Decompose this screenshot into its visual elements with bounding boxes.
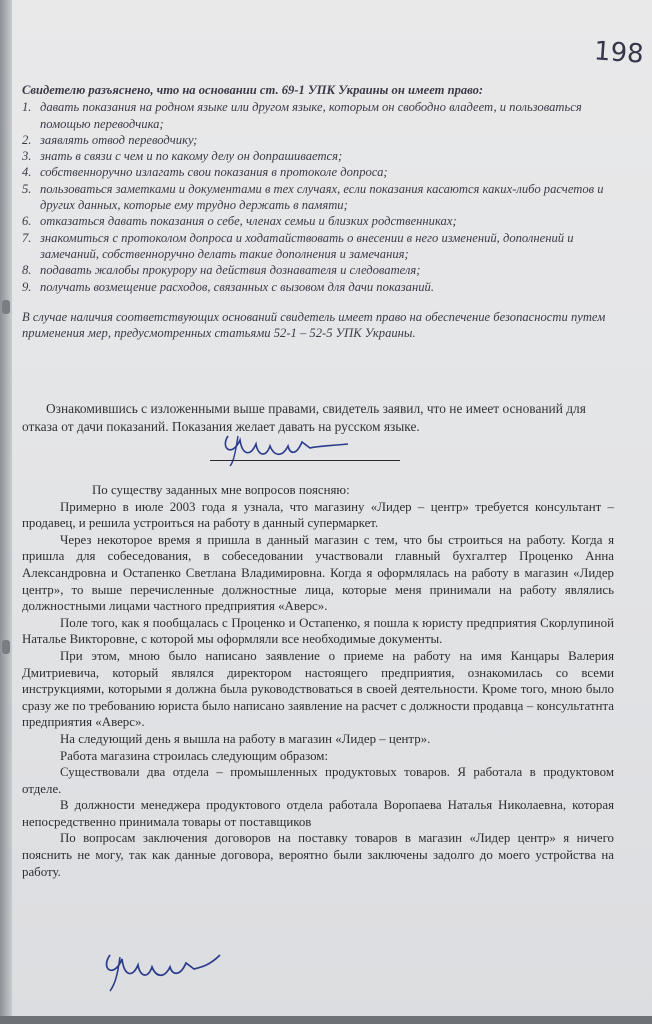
witness-signature-1 — [210, 428, 360, 468]
rights-item: 5. пользоваться заметками и документами в тех случаях, если показания касаются каких-либо расчетов и других данных, которые ему трудно держать в памяти; — [22, 181, 604, 213]
rights-title: Свидетелю разъяснено, что на основании ст. 69-1 УПК Украины он имеет право: — [22, 83, 484, 97]
rights-item: 6. отказаться давать показания о себе, членах семьи и близких родственниках; — [22, 214, 457, 229]
testimony-paragraph: При этом, мною было написано заявление о приеме на работу на имя Канцары Валерия Дмитриевича, который являлся директором настоящего предприятия, ознакомилась со всеми инструкциями, которыми я должна была руководствоваться в своей деятельности. Кроме того, мною было сразу же по требованию юриста было написано заявление на расчет с должности продавца – консультатнта предприятия «Аверс». — [22, 648, 614, 730]
scan-bottom-edge — [0, 1016, 652, 1024]
testimony-paragraph: Через некоторое время я пришла в данный магазин с тем, что бы строиться на работу. Когда я пришла для собеседования, в собеседовании участвовали главный бухгалтер Проценко Анна Александровна и Остапенко Светлана Владимировна. Когда я оформлялась на работу в магазин «Лидер центр», то выше перечисленные должностные лица, которые меня принимали на работу являлись должностными лицами частного предприятия «Аверс». — [22, 532, 614, 614]
testimony-paragraph: На следующий день я вышла на работу в магазин «Лидер – центр». — [60, 731, 431, 746]
testimony-paragraph: Поле того, как я пообщалась с Проценко и Остапенко, я пошла к юристу предприятия Скорлупиной Наталье Викторовне, с которой мы оформляли все необходимые документы. — [22, 615, 614, 647]
testimony-paragraph: Примерно в июле 2003 года я узнала, что магазину «Лидер – центр» требуется консультант – продавец, и решила устроиться на работу в данный супермаркет. — [22, 499, 614, 531]
rights-item: 4. собственноручно излагать свои показания в протоколе допроса; — [22, 165, 388, 180]
testimony-paragraph: По вопросам заключения договоров на поставку товаров в магазин «Лидер центр» я ничего пояснить не могу, так как данные договора, вероятно были заключены задолго до моего устройства на работу. — [22, 831, 614, 879]
rights-item: 8. подавать жалобы прокурору на действия дознавателя и следователя; — [22, 263, 421, 278]
signature-line — [210, 460, 400, 461]
testimony-paragraph: Существовали два отдела – промышленных продуктовых товаров. Я работала в продуктовом отделе. — [22, 765, 614, 796]
witness-signature-2 — [96, 945, 226, 993]
rights-item: 1. давать показания на родном языке или другом языке, которым он свободно владеет, и пользоваться помощью переводчика; — [22, 100, 582, 131]
rights-item: 2. заявлять отвод переводчику; — [22, 132, 198, 147]
rights-item: 3. знать в связи с чем и по какому делу он допрашивается; — [22, 149, 343, 164]
rights-item: 9. получать возмещение расходов, связанных с вызовом для дачи показаний. — [22, 279, 434, 294]
testimony-paragraph: В должности менеджера продуктового отдела работала Воропаева Наталья Николаевна, которая непосредственно принимала товары от поставщиков — [22, 798, 614, 829]
statement-text: Ознакомившись с изложенными выше правами, свидетель заявил, что не имеет оснований для отказа от дачи показаний. Показания желает давать на русском языке. — [22, 401, 586, 434]
rights-item: 7. знакомиться с протоколом допроса и ходатайствовать о внесении в него изменений, дополнений и замечаний, собственноручно делать такие дополнения и замечания; — [22, 230, 574, 261]
rights-list — [22, 99, 612, 295]
witness-rights-section — [22, 82, 612, 341]
page-number: 198 — [593, 36, 645, 70]
testimony-intro: По существу заданных мне вопросов поясняю: — [92, 483, 350, 497]
security-rights-note: В случае наличия соответствующих оснований свидетель имеет право на обеспечение безопасности путем применения мер, предусмотренных статьями 52-1 – 52-5 УПК Украины. — [22, 309, 606, 341]
page-binding-edge — [0, 0, 12, 1024]
testimony-paragraph: Работа магазина строилась следующим образом: — [60, 748, 329, 763]
testimony-section — [22, 482, 614, 880]
binding-hole — [2, 300, 10, 314]
binding-hole — [2, 640, 10, 654]
